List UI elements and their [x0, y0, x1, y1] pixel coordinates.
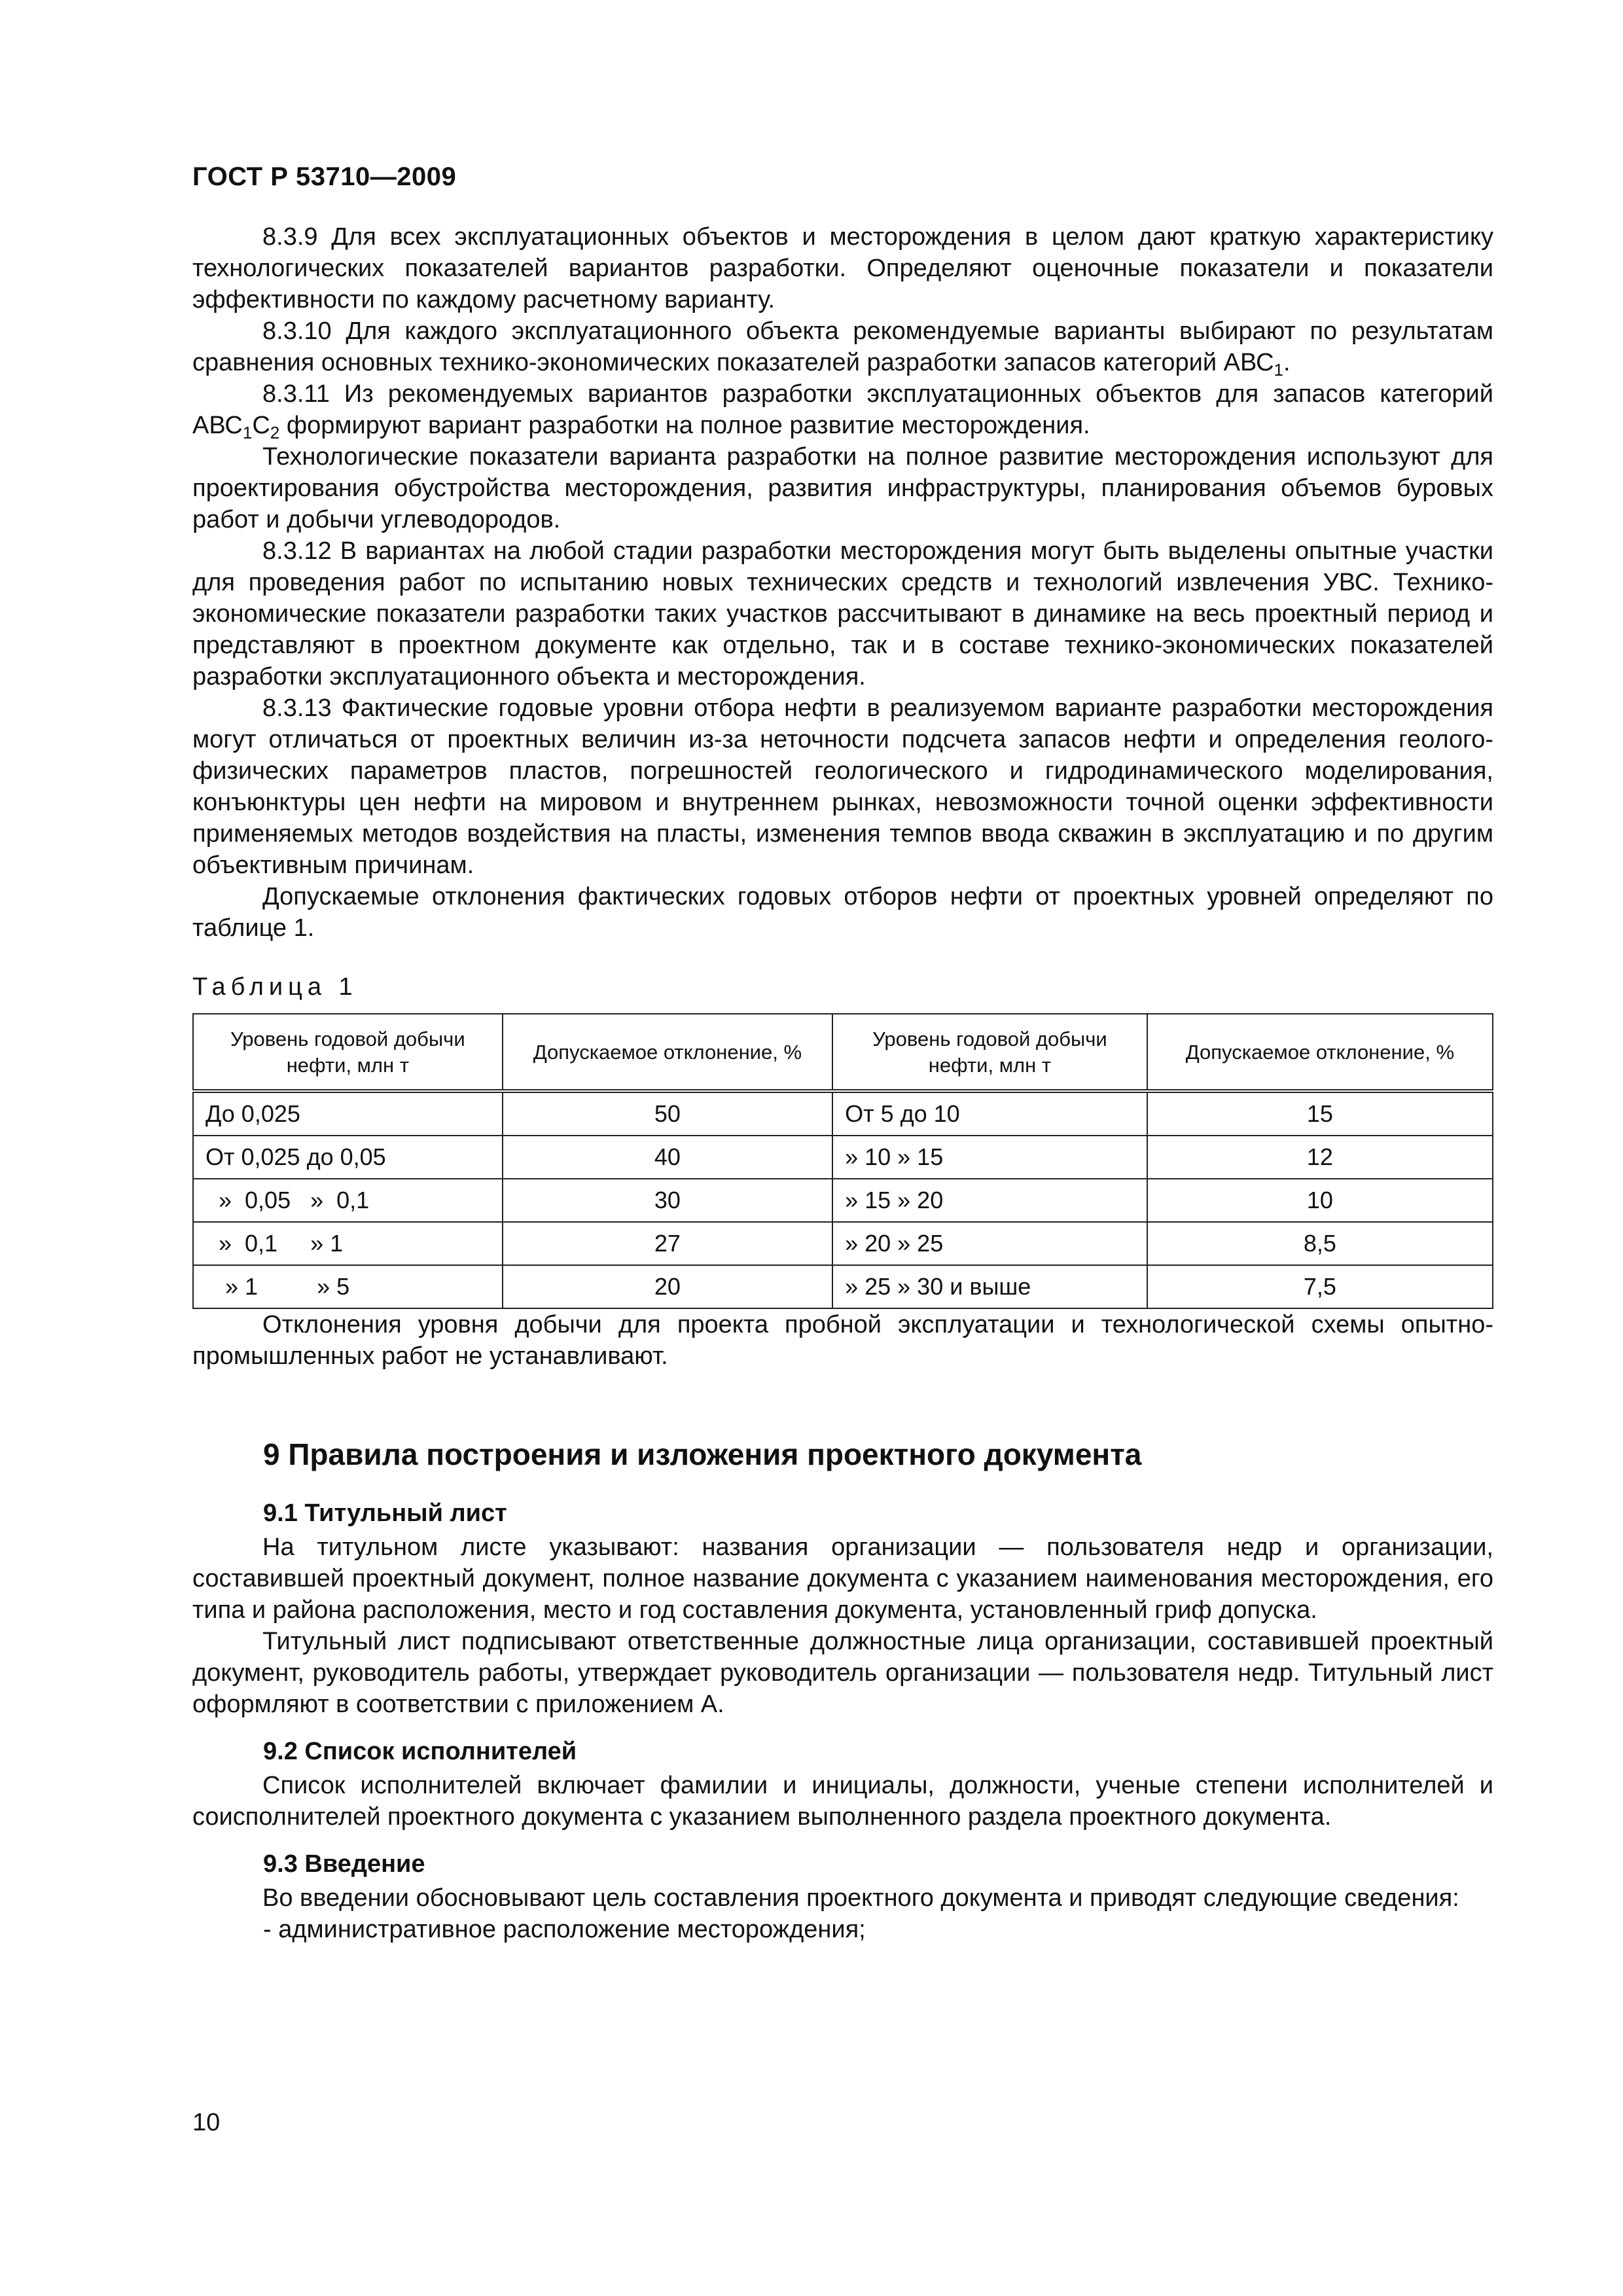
deviation-cell: 7,5: [1147, 1265, 1493, 1308]
level-cell: » 15 » 20: [832, 1179, 1147, 1222]
paragraph-9-3: Во введении обосновывают цель составления проектного документа и приводят следующие сведения:: [262, 1884, 1459, 1912]
deviation-cell: 50: [503, 1091, 832, 1136]
deviation-cell: 40: [503, 1136, 832, 1179]
deviation-cell: 8,5: [1147, 1222, 1493, 1265]
paragraph-8-3-9: 8.3.9 Для всех эксплуатационных объектов и месторождения в целом дают краткую характеристику технологических показателей вариантов разработки. Определяют оценочные показатели и показатели эффективности по каждому расчетному варианту.: [192, 223, 1493, 314]
deviation-cell: 30: [503, 1179, 832, 1222]
level-cell: » 20 » 25: [832, 1222, 1147, 1265]
header-allowed-deviation: Допускаемое отклонение, %: [1147, 1014, 1493, 1091]
paragraph-8-3-11-continued: Технологические показатели варианта разработки на полное развитие месторождения используют для проектирования обустройства месторождения, развития инфраструктуры, планирования объемов буровых работ и добычи углеводородов.: [192, 443, 1493, 533]
deviation-cell: 12: [1147, 1136, 1493, 1179]
level-cell: » 10 » 15: [832, 1136, 1147, 1179]
paragraph-8-3-11: 8.3.11 Из рекомендуемых вариантов разработки эксплуатационных объектов для запасов категорий $АВС_1С_2$ формируют вариант разработки на полное развитие месторождения.: [192, 380, 1493, 442]
level-cell: » 25 » 30 и выше: [832, 1265, 1147, 1308]
document-header: ГОСТ Р 53710—2009: [192, 162, 457, 191]
paragraph-8-3-12: 8.3.12 В вариантах на любой стадии разработки месторождения могут быть выделены опытные участки для проведения работ по испытанию новых технических средств и технологий извлечения УВС. Технико-экономические показатели разработки таких участков рассчитывают в динамике на весь проектный период и представляют в проектном документе как отдельно, так и в составе технико-экономических показателей разработки эксплуатационного объекта и месторождения.: [192, 537, 1493, 691]
page-number: 10: [192, 2109, 221, 2136]
deviation-cell: 15: [1147, 1091, 1493, 1136]
subsection-9-1-heading: 9.1 Титульный лист: [263, 1499, 507, 1527]
document-body: [192, 221, 1493, 1945]
subsection-9-3-heading: 9.3 Введение: [263, 1850, 425, 1878]
level-cell: » 0,1 » 1: [193, 1222, 503, 1265]
paragraph-9-1-b: Титульный лист подписывают ответственные должностные лица организации, составившей проектный документ, руководитель работы, утверждает руководитель организации — пользователя недр. Титульный лист оформляют в соответствии с приложением А.: [192, 1628, 1493, 1718]
paragraph-9-1-a: На титульном листе указывают: названия организации — пользователя недр и организации, составившей проектный документ, полное название документа с указанием наименования месторождения, его типа и района расположения, место и год составления документа, установленный гриф допуска.: [192, 1534, 1493, 1624]
level-cell: От 5 до 10: [832, 1091, 1147, 1136]
table-header-row: [193, 1014, 1493, 1091]
deviation-cell: 20: [503, 1265, 832, 1308]
header-production-level: Уровень годовой добычи нефти, млн т: [832, 1014, 1147, 1091]
table-row: [193, 1179, 1493, 1222]
subsection-9-2-heading: 9.2 Список исполнителей: [263, 1738, 577, 1765]
paragraph-8-3-13-continued: Допускаемые отклонения фактических годовых отборов нефти от проектных уровней определяют по таблице 1.: [192, 883, 1493, 942]
paragraph-8-3-13: 8.3.13 Фактические годовые уровни отбора нефти в реализуемом варианте разработки месторождения могут отличаться от проектных величин из-за неточности подсчета запасов нефти и определения геолого-физических параметров пластов, погрешностей геологического и гидродинамического моделирования, конъюнктуры цен нефти на мировом и внутреннем рынках, невозможности точной оценки эффективности применяемых методов воздействия на пласты, изменения темпов ввода скважин в эксплуатацию и по другим объективным причинам.: [192, 694, 1493, 879]
paragraph-after-table: Отклонения уровня добычи для проекта пробной эксплуатации и технологической схемы опытно-промышленных работ не устанавливают.: [192, 1311, 1493, 1370]
header-production-level: Уровень годовой добычи нефти, млн т: [193, 1014, 503, 1091]
level-cell: До 0,025: [193, 1091, 503, 1136]
level-cell: От 0,025 до 0,05: [193, 1136, 503, 1179]
deviation-cell: 10: [1147, 1179, 1493, 1222]
deviation-table: [192, 1013, 1493, 1309]
table-row: [193, 1265, 1493, 1308]
level-cell: » 0,05 » 0,1: [193, 1179, 503, 1222]
section-9-heading: 9 Правила построения и изложения проектного документа: [263, 1437, 1142, 1471]
table-row: [193, 1222, 1493, 1265]
paragraph-8-3-10: 8.3.10 Для каждого эксплуатационного объекта рекомендуемые варианты выбирают по результатам сравнения основных технико-экономических показателей разработки запасов категорий $АВС_1$.: [192, 317, 1493, 380]
header-allowed-deviation: Допускаемое отклонение, %: [503, 1014, 832, 1091]
table-caption: Таблица 1: [192, 973, 358, 1001]
table-row: [193, 1136, 1493, 1179]
list-item: - административное расположение месторождения;: [263, 1916, 866, 1943]
deviation-cell: 27: [503, 1222, 832, 1265]
table-row: [193, 1091, 1493, 1136]
paragraph-9-2: Список исполнителей включает фамилии и инициалы, должности, ученые степени исполнителей и соисполнителей проектного документа с указанием выполненного раздела проектного документа.: [192, 1772, 1493, 1831]
level-cell: » 1 » 5: [193, 1265, 503, 1308]
